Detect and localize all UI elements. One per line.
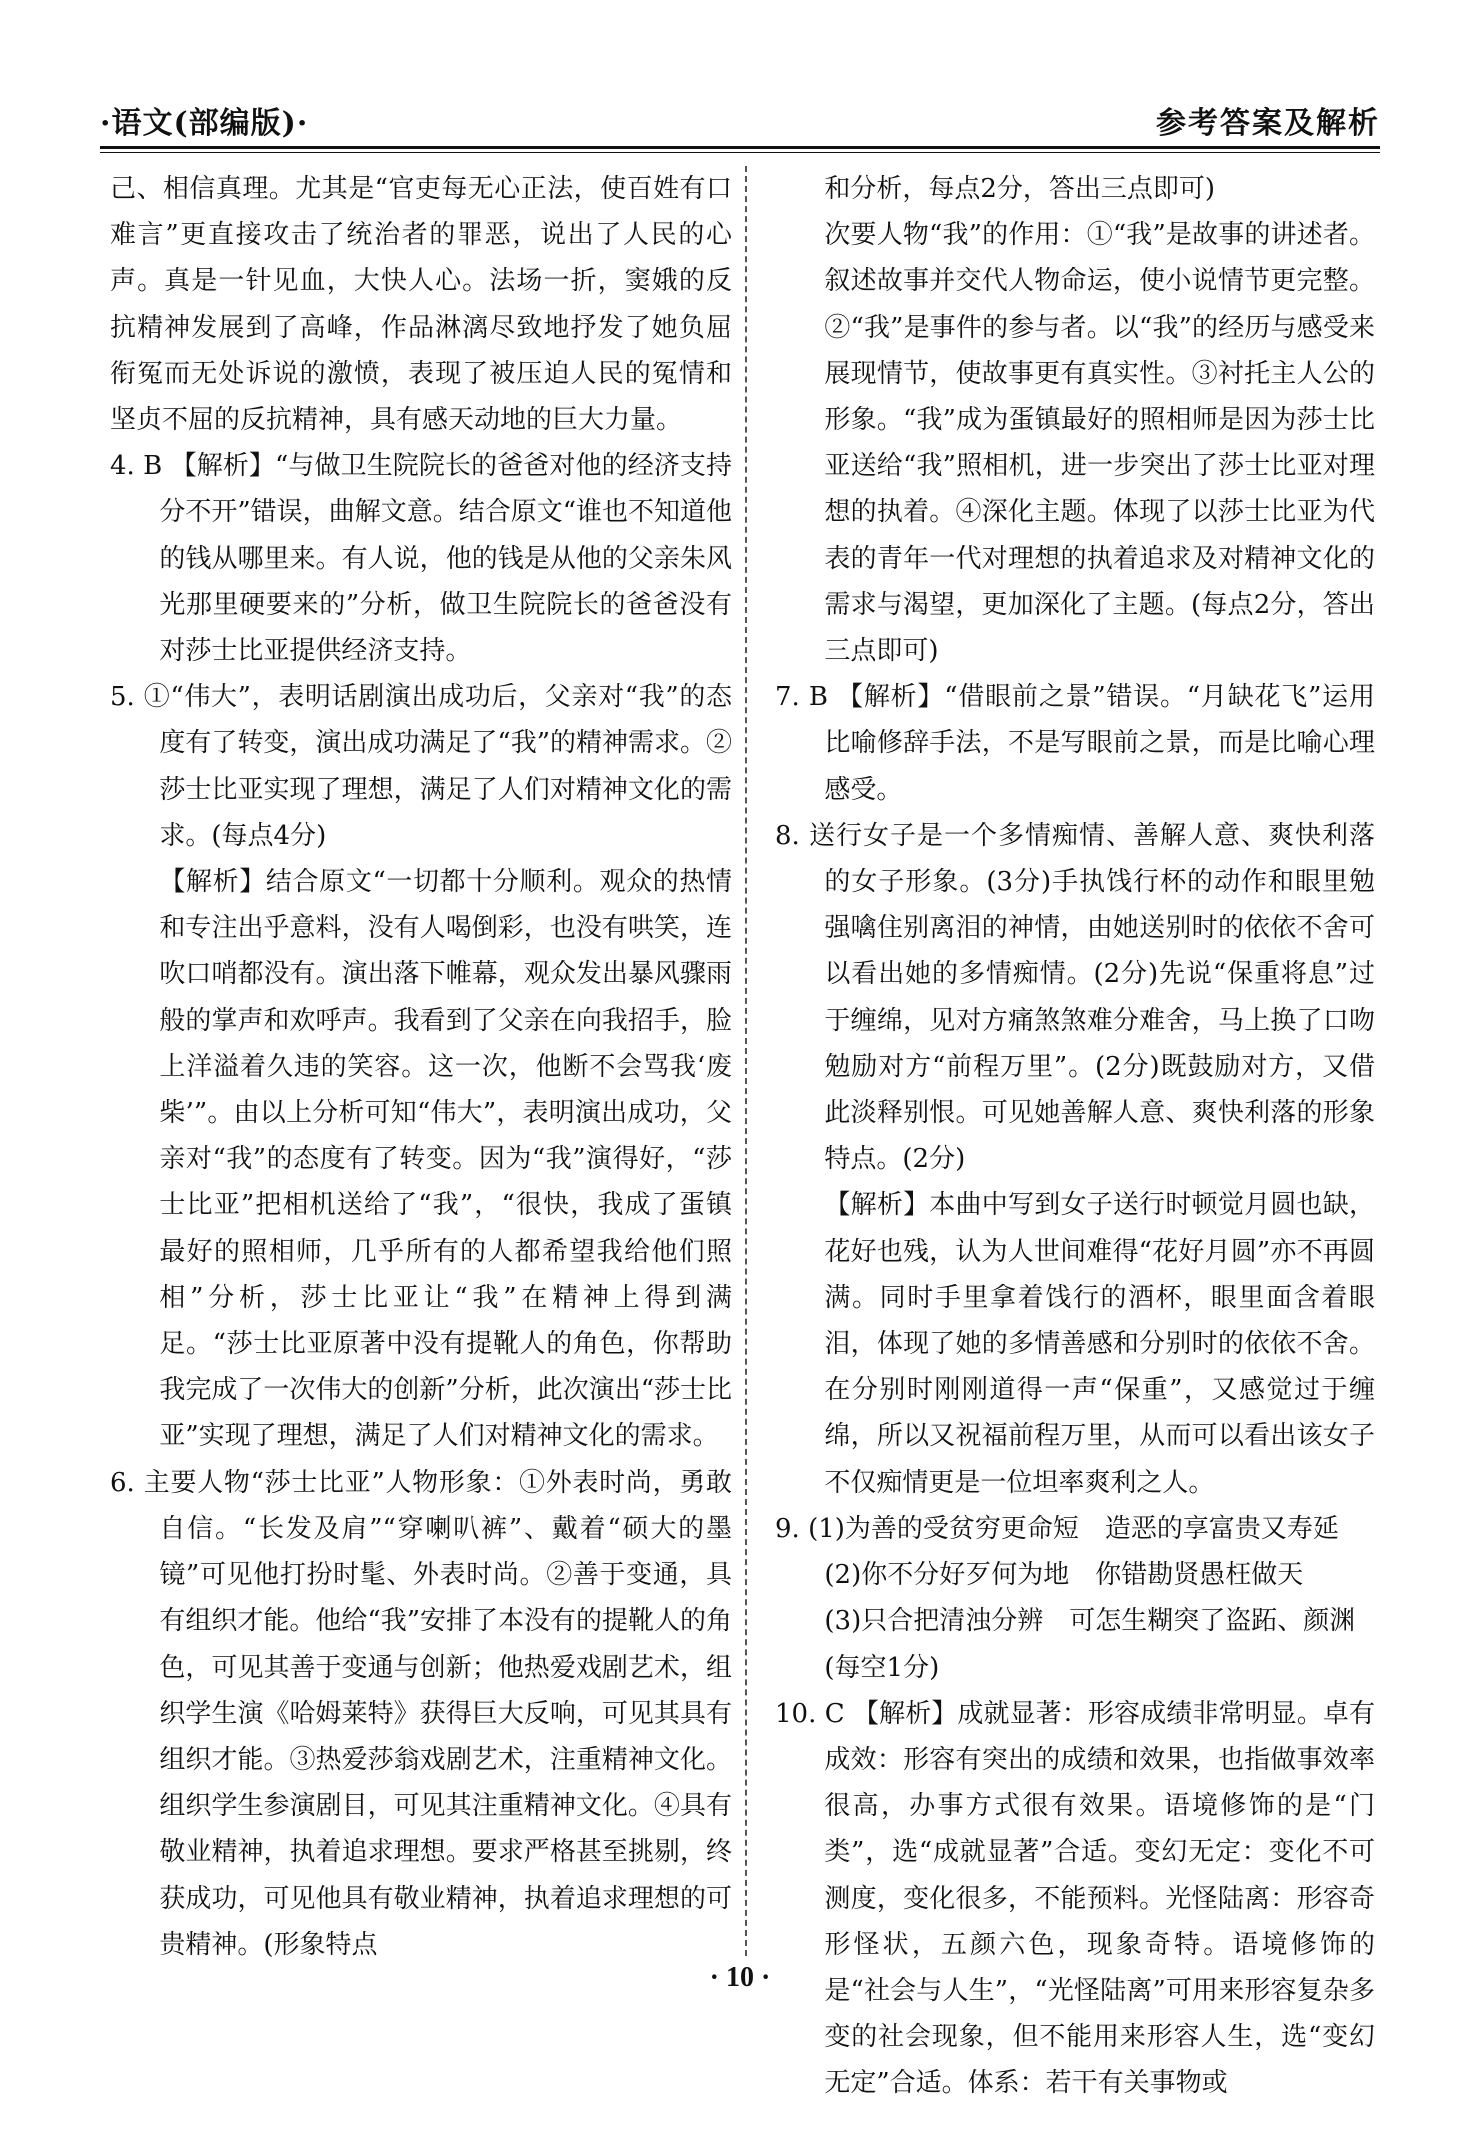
answer-item-5: 5. ①“伟大”，表明话剧演出成功后，父亲对“我”的态度有了转变，演出成功满足了“我”的精神需求。②莎士比亚实现了理想，满足了人们对精神文化的需求。(每点4分) <box>110 682 732 851</box>
answer-item-8-analysis: 【解析】本曲中写到女子送行时顿觉月圆也缺，花好也残，认为人世间难得“花好月圆”亦不再圆满。同时手里拿着饯行的酒杯，眼里面含着眼泪，体现了她的多情善感和分别时的依依不舍。在分别时刚刚道得一声“保重”，又感觉过于缠绵，所以又祝福前程万里，从而可以看出该女子不仅痴情更是一位坦率爽利之人。 <box>824 1190 1375 1498</box>
column-divider <box>745 166 747 1956</box>
page-number: · 10 · <box>709 1962 771 1993</box>
answer-item-4: 4. B 【解析】“与做卫生院院长的爸爸对他的经济支持分不开”错误，曲解文意。结合原文“谁也不知道他的钱从哪里来。有人说，他的钱是从他的父亲朱风光那里硬要来的”分析，做卫生院院长的爸爸没有对莎士比亚提供经济支持。 <box>110 451 732 667</box>
page-header <box>100 98 1380 144</box>
answer-item-9-line-1: 9. (1)为善的受贫穷更命短 造恶的享富贵又寿延 <box>775 1513 1339 1544</box>
answer-continuation: 己、相信真理。尤其是“官吏每无心正法，使百姓有口难言”更直接攻击了统治者的罪恶，说出了人民的心声。真是一针见血，大快人心。法场一折，窦娥的反抗精神发展到了高峰，作品淋漓尽致地抒发了她负屈衔冤而无处诉说的激愤，表现了被压迫人民的冤情和坚贞不屈的反抗精神，具有感天动地的巨大力量。 <box>110 174 732 436</box>
answer-item-5-analysis: 【解析】结合原文“一切都十分顺利。观众的热情和专注出乎意料，没有人喝倒彩，也没有哄笑，连吹口哨都没有。演出落下帷幕，观众发出暴风骤雨般的掌声和欢呼声。我看到了父亲在向我招手，脸上洋溢着久违的笑容。这一次，他断不会骂我‘废柴’”。由以上分析可知“伟大”，表明演出成功，父亲对“我”的态度有了转变。因为“我”演得好，“莎士比亚”把相机送给了“我”，“很快，我成了蛋镇最好的照相师，几乎所有的人都希望我给他们照相”分析，莎士比亚让“我”在精神上得到满足。“莎士比亚原著中没有提靴人的角色，你帮助我完成了一次伟大的创新”分析，此次演出“莎士比亚”实现了理想，满足了人们对精神文化的需求。 <box>159 867 732 1452</box>
answer-item-7: 7. B 【解析】“借眼前之景”错误。“月缺花飞”运用比喻修辞手法，不是写眼前之景，而是比喻心理感受。 <box>775 682 1375 805</box>
header-section-title: 参考答案及解析 <box>1156 106 1380 141</box>
answer-item-9-scoring: (每空1分) <box>824 1652 940 1683</box>
right-column <box>775 166 1375 2099</box>
answer-item-10: 10. C 【解析】成就显著：形容成绩非常明显。卓有成效：形容有突出的成绩和效果，也指做事效率很高，办事方式很有效果。语境修饰的是“门类”，选“成就显著”合适。变幻无定：变化不可测度，变化很多，不能预料。光怪陆离：形容奇形怪状，五颜六色，现象奇特。语境修饰的是“社会与人生”，“光怪陆离”可用来形容复杂多变的社会现象，但不能用来形容人生，选“变幻无定”合适。体系：若干有关事物或 <box>775 1698 1375 2099</box>
answer-item-9-line-3: (3)只合把清浊分辨 可怎生糊突了盗跖、颜渊 <box>824 1606 1356 1637</box>
answer-item-8: 8. 送行女子是一个多情痴情、善解人意、爽快利落的女子形象。(3分)手执饯行杯的动作和眼里勉强噙住别离泪的神情，由她送别时的依依不舍可以看出她的多情痴情。(2分)先说“保重将息”过于缠绵，见对方痛煞煞难分难舍，马上换了口吻勉励对方“前程万里”。(2分)既鼓励对方，又借此淡释别恨。可见她善解人意、爽快利落的形象特点。(2分) <box>775 820 1375 1175</box>
header-rule-thin <box>100 152 1380 153</box>
header-subject: ·语文(部编版)· <box>100 106 309 141</box>
header-rule <box>100 146 1380 149</box>
answer-item-6: 6. 主要人物“莎士比亚”人物形象：①外表时尚，勇敢自信。“长发及肩”“穿喇叭裤”、戴着“硕大的墨镜”可见他打扮时髦、外表时尚。②善于变通，具有组织才能。他给“我”安排了本没有的提靴人的角色，可见其善于变通与创新；他热爱戏剧艺术，组织学生演《哈姆莱特》获得巨大反响，可见其具有组织才能。③热爱莎翁戏剧艺术，注重精神文化。组织学生参演剧目，可见其注重精神文化。④具有敬业精神，执着追求理想。要求严格甚至挑剔，终获成功，可见他具有敬业精神，执着追求理想的可贵精神。(形象特点 <box>110 1467 732 1960</box>
answer-item-6-secondary-character: 次要人物“我”的作用：①“我”是故事的讲述者。叙述故事并交代人物命运，使小说情节更完整。②“我”是事件的参与者。以“我”的经历与感受来展现情节，使故事更有真实性。③衬托主人公的形象。“我”成为蛋镇最好的照相师是因为莎士比亚送给“我”照相机，进一步突出了莎士比亚对理想的执着。④深化主题。体现了以莎士比亚为代表的青年一代对理想的执着追求及对精神文化的需求与渴望，更加深化了主题。(每点2分，答出三点即可) <box>824 220 1375 667</box>
answer-item-9-line-2: (2)你不分好歹何为地 你错勘贤愚枉做天 <box>824 1560 1304 1591</box>
left-column <box>110 166 732 1960</box>
answer-item-6-continuation: 和分析，每点2分，答出三点即可) <box>824 174 1216 204</box>
